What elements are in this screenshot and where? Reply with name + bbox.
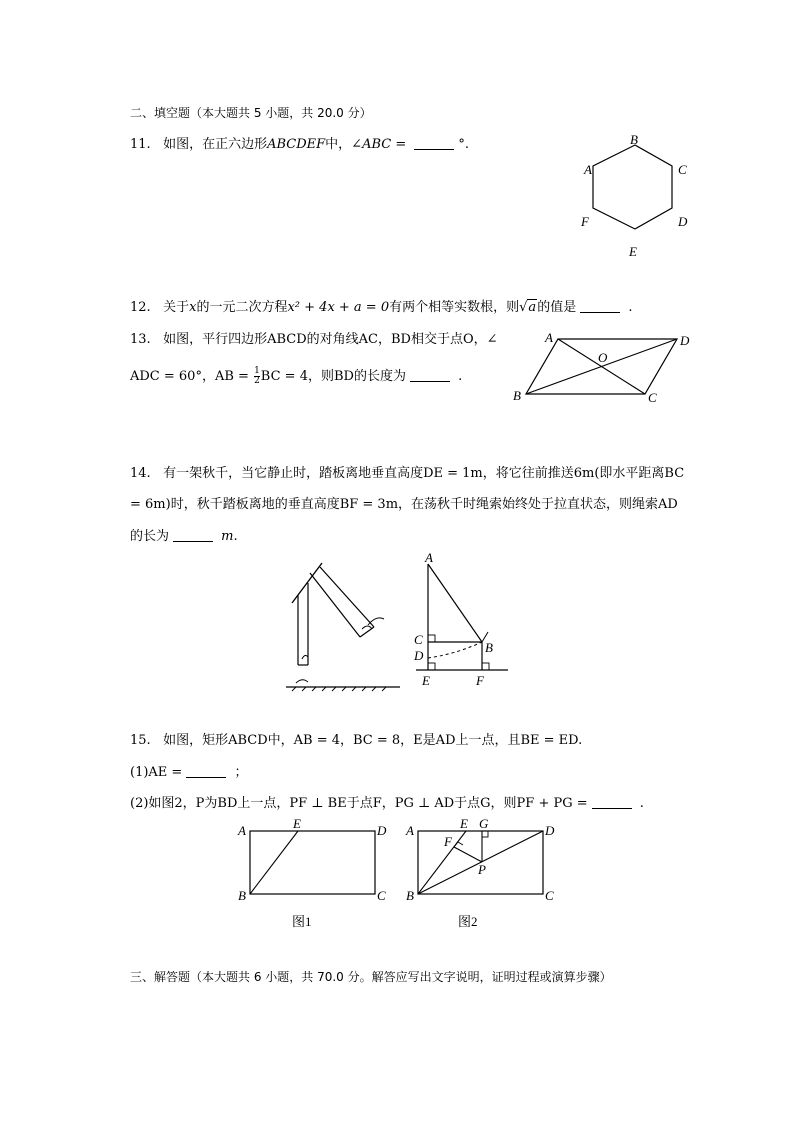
hex-label-b: B <box>630 132 638 147</box>
para-label-o: O <box>598 350 608 365</box>
q13-number: 13. <box>130 332 151 347</box>
fig2-label-a: A <box>406 823 414 838</box>
fig2-label-f: F <box>444 834 452 849</box>
parallelogram-figure <box>505 328 705 408</box>
q12-text-3: 有两个相等实数根，则 <box>389 300 520 315</box>
q12-answer-blank[interactable] <box>580 300 620 313</box>
geo-label-a: A <box>425 550 433 565</box>
q15-part1-text: (1)AE = <box>130 765 183 780</box>
question-12 <box>130 299 632 317</box>
para-label-a: A <box>545 330 553 345</box>
q15-part2-end: . <box>639 796 644 811</box>
fig2-label-d: D <box>545 823 555 838</box>
fig2-line-pf <box>454 847 482 862</box>
q11-text-post: °. <box>458 137 470 152</box>
fig2-label-p: P <box>478 862 486 877</box>
hexagon-figure <box>570 128 710 268</box>
q11-angle: ABC <box>362 137 392 152</box>
fig2-label-g: G <box>479 818 489 831</box>
q11-answer-blank[interactable] <box>414 137 454 150</box>
swing-sketch-figure <box>282 555 412 695</box>
fig2-label-c: C <box>545 888 554 903</box>
q11-text-mid: 中，∠ <box>325 137 363 152</box>
section-2-heading: 二、填空题（本大题共 5 小题，共 20.0 分） <box>130 106 372 120</box>
question-14-line-3 <box>130 528 238 546</box>
swing-rope-1 <box>310 573 360 637</box>
hex-label-c: C <box>678 162 687 177</box>
swing-geometry-figure <box>410 548 520 693</box>
fig1-rectangle <box>250 831 375 894</box>
q12-text-1: 关于 <box>163 300 190 315</box>
fig1-label-d: D <box>377 823 387 838</box>
q11-number: 11. <box>130 137 151 152</box>
fig1-label-b: B <box>238 888 246 903</box>
swing-arc <box>428 642 482 658</box>
q13-end: . <box>458 369 463 384</box>
q15-part2-text: (2)如图2，P为BD上一点，PF ⊥ BE于点F，PG ⊥ AD于点G，则PF + PG = <box>130 796 588 811</box>
line-ab <box>428 564 482 642</box>
geo-label-f: F <box>476 673 484 688</box>
rectangle-figure-2 <box>402 818 562 934</box>
q12-text-4: 的值是 <box>537 300 577 315</box>
q13-text-2a: ADC = 60°，AB = <box>130 369 254 384</box>
question-13-line-2 <box>130 367 462 386</box>
q15-number: 15. <box>130 733 151 748</box>
fig2-label-b: B <box>406 888 414 903</box>
question-15-part-1 <box>130 764 247 782</box>
q13-fraction: $\frac{1}{2}$ <box>254 366 260 386</box>
q12-end: . <box>628 300 633 315</box>
q15-text-line-1: 如图，矩形ABCD中，AB = 4，BC = 8，E是AD上一点，且BE = ED. <box>163 733 583 748</box>
geo-label-b: B <box>485 640 493 655</box>
para-label-b: B <box>513 388 521 403</box>
hex-label-a: A <box>584 162 592 177</box>
fig1-label-a: A <box>238 823 246 838</box>
q11-text-pre: 如图，在正六边形 <box>163 137 268 152</box>
q15-part2-answer-blank[interactable] <box>592 796 632 809</box>
fig2-caption: 图2 <box>458 914 478 929</box>
section-3-heading: 三、解答题（本大题共 6 小题，共 70.0 分。解答应写出文字说明，证明过程或演算步骤） <box>130 970 612 984</box>
hexagon-shape <box>593 145 672 229</box>
question-14-line-2: = 6m)时，秋千踏板离地的垂直高度BF = 3m，在荡秋千时绳索始终处于拉直状态，则绳索AD <box>130 497 678 512</box>
fig1-label-e: E <box>293 818 301 831</box>
question-15-part-2 <box>130 795 644 813</box>
q14-answer-blank[interactable] <box>173 529 213 542</box>
geo-label-c: C <box>414 632 423 647</box>
fig1-label-c: C <box>377 888 386 903</box>
question-11 <box>130 136 469 154</box>
q13-answer-blank[interactable] <box>410 369 450 382</box>
q12-text-2: 的一元二次方程 <box>196 300 288 315</box>
question-14-line-1 <box>130 465 684 483</box>
question-13-line-1 <box>130 331 498 349</box>
q14-text-line-1: 有一架秋千，当它静止时，踏板离地垂直高度DE = 1m，将它往前推送6m(即水平距离BC <box>163 466 685 481</box>
para-label-c: C <box>648 390 657 405</box>
geo-label-d: D <box>414 648 424 663</box>
fig1-line-be <box>250 831 298 894</box>
q12-sqrt: √a <box>519 300 537 315</box>
question-15-line-1 <box>130 732 582 750</box>
q14-number: 14. <box>130 466 151 481</box>
geo-label-e: E <box>422 673 430 688</box>
q11-eq: = <box>391 137 411 152</box>
q14-text-3a: 的长为 <box>130 529 170 544</box>
q12-number: 12. <box>130 300 151 315</box>
fig2-line-be <box>418 831 466 894</box>
diagonal-bd <box>526 339 677 394</box>
q13-text-line-1: 如图，平行四边形ABCD的对角线AC，BD相交于点O，∠ <box>163 332 498 347</box>
fig1-caption: 图1 <box>292 914 312 929</box>
q15-part1-end: ； <box>234 765 248 780</box>
hex-label-e: E <box>629 244 637 259</box>
q12-equation: x² + 4x + a = 0 <box>287 300 390 315</box>
hex-label-f: F <box>581 214 589 229</box>
fig2-label-e: E <box>460 818 468 831</box>
hex-label-d: D <box>678 214 688 229</box>
para-label-d: D <box>680 333 690 348</box>
q15-part1-answer-blank[interactable] <box>186 765 226 778</box>
q11-hexagon-name: ABCDEF <box>267 137 326 152</box>
q14-text-3b: m. <box>221 529 238 544</box>
rectangle-figure-1 <box>234 818 394 934</box>
q12-var-x: x <box>189 300 197 315</box>
q12-sqrt-var: a <box>528 300 537 315</box>
q13-text-2b: BC = 4，则BD的长度为 <box>260 369 406 384</box>
